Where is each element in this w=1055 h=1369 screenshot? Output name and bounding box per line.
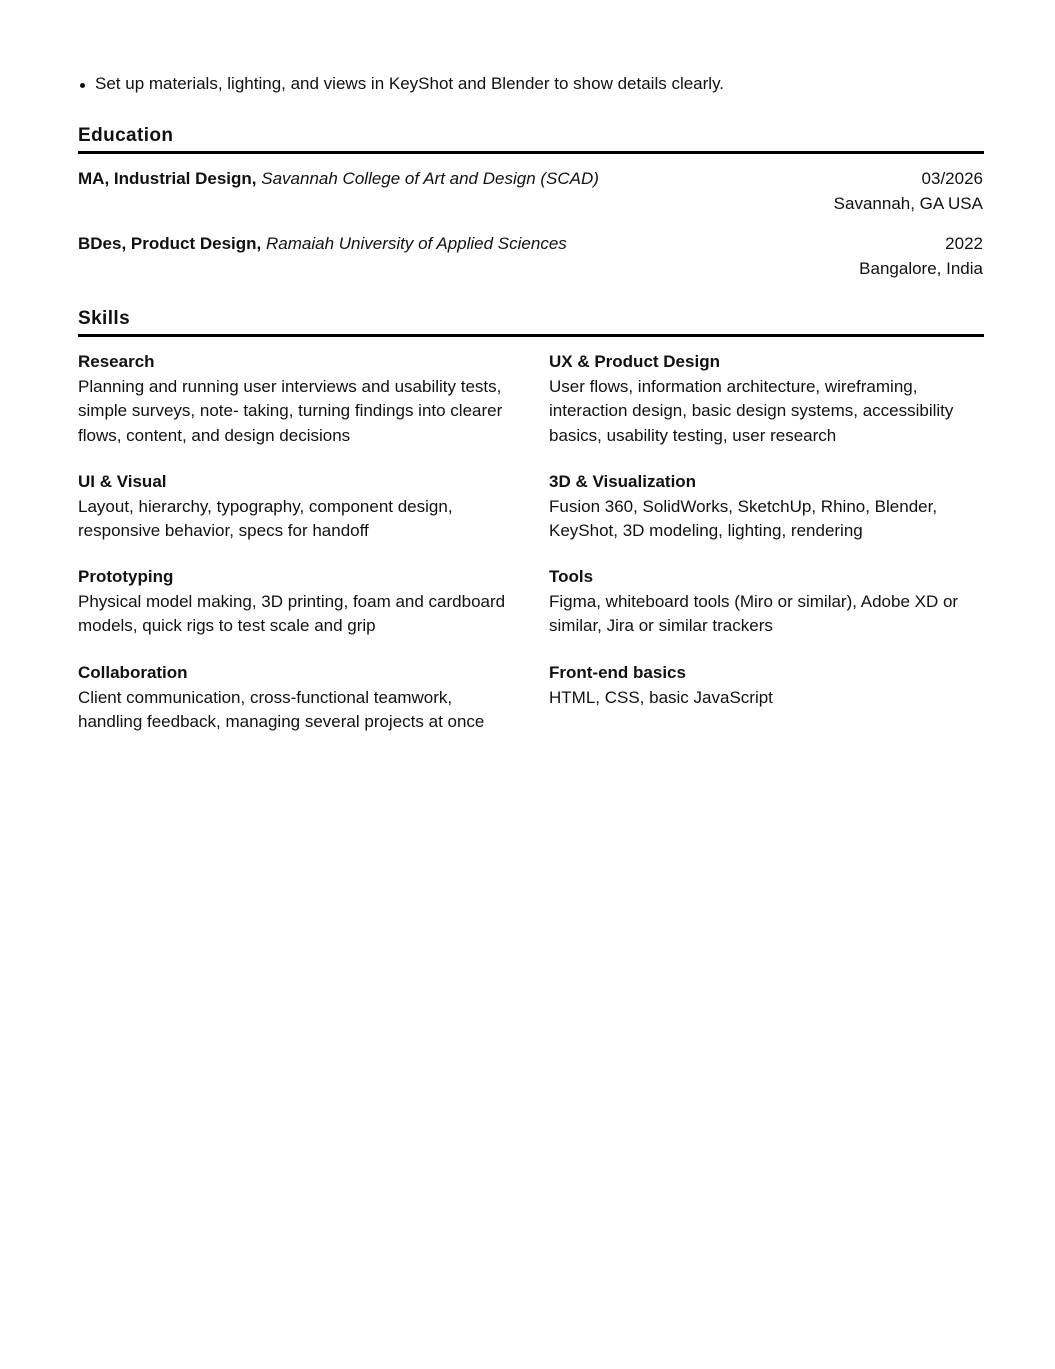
skill-category-title: 3D & Visualization — [549, 472, 697, 491]
skill-category-text: Client communication, cross-functional teamwork, handling feedback, managing several projects at once — [78, 687, 485, 731]
education-date: 03/2026 — [921, 169, 983, 188]
skill-category-text: User flows, information architecture, wireframing, interaction design, basic design systems, accessibility basics, usability testing, user research — [549, 376, 954, 445]
skill-category-title: Tools — [549, 567, 594, 586]
experience-bullet-list — [78, 72, 724, 96]
education-meta — [834, 166, 983, 216]
skill-category-title: Prototyping — [78, 567, 174, 586]
skill-category-text: Planning and running user interviews and usability tests, simple surveys, note- taking, turning findings into clearer flows, content, and design decisions — [78, 376, 503, 445]
skill-category-title: UI & Visual — [78, 472, 167, 491]
skill-category-text: Physical model making, 3D printing, foam and cardboard models, quick rigs to test scale and grip — [78, 591, 506, 635]
education-school: Ramaiah University of Applied Sciences — [266, 234, 567, 253]
skill-category-research — [78, 350, 518, 448]
education-meta — [859, 231, 983, 281]
education-title-line — [78, 166, 599, 191]
skill-category-text: Fusion 360, SolidWorks, SketchUp, Rhino, Blender, KeyShot, 3D modeling, lighting, rendering — [549, 496, 938, 540]
skills-heading: Skills — [78, 306, 984, 337]
education-location: Savannah, GA USA — [833, 194, 983, 213]
education-school: Savannah College of Art and Design (SCAD) — [261, 169, 599, 188]
skill-category-title: UX & Product Design — [549, 352, 720, 371]
skill-category-ux-product-design — [549, 350, 989, 448]
education-degree: MA, Industrial Design, — [78, 169, 257, 188]
bullet-dot-icon — [80, 83, 85, 88]
skill-category-title: Collaboration — [78, 663, 188, 682]
skill-category-title: Research — [78, 352, 155, 371]
skill-category-text: Layout, hierarchy, typography, component design, responsive behavior, specs for handoff — [78, 496, 453, 540]
skills-section — [78, 306, 984, 731]
skill-category-tools — [549, 565, 989, 639]
education-degree: BDes, Product Design, — [78, 234, 262, 253]
education-location: Bangalore, India — [859, 259, 983, 278]
skill-category-ui-visual — [78, 470, 518, 544]
experience-bullet-text: Set up materials, lighting, and views in KeyShot and Blender to show details clearly. — [95, 74, 725, 93]
skill-category-collaboration — [78, 661, 518, 735]
skill-category-front-end-basics — [549, 661, 989, 710]
experience-bullet — [78, 72, 724, 96]
education-entry — [78, 231, 984, 281]
skill-category-prototyping — [78, 565, 518, 639]
skill-category-title: Front-end basics — [549, 663, 686, 682]
education-date: 2022 — [945, 234, 983, 253]
skill-category-text: Figma, whiteboard tools (Miro or similar), Adobe XD or similar, Jira or similar trackers — [549, 591, 959, 635]
education-heading: Education — [78, 123, 984, 154]
education-title-line — [78, 231, 567, 256]
skill-category-3d-visualization — [549, 470, 989, 544]
skill-category-text: HTML, CSS, basic JavaScript — [549, 687, 773, 707]
education-section — [78, 123, 984, 281]
education-entry — [78, 166, 984, 216]
